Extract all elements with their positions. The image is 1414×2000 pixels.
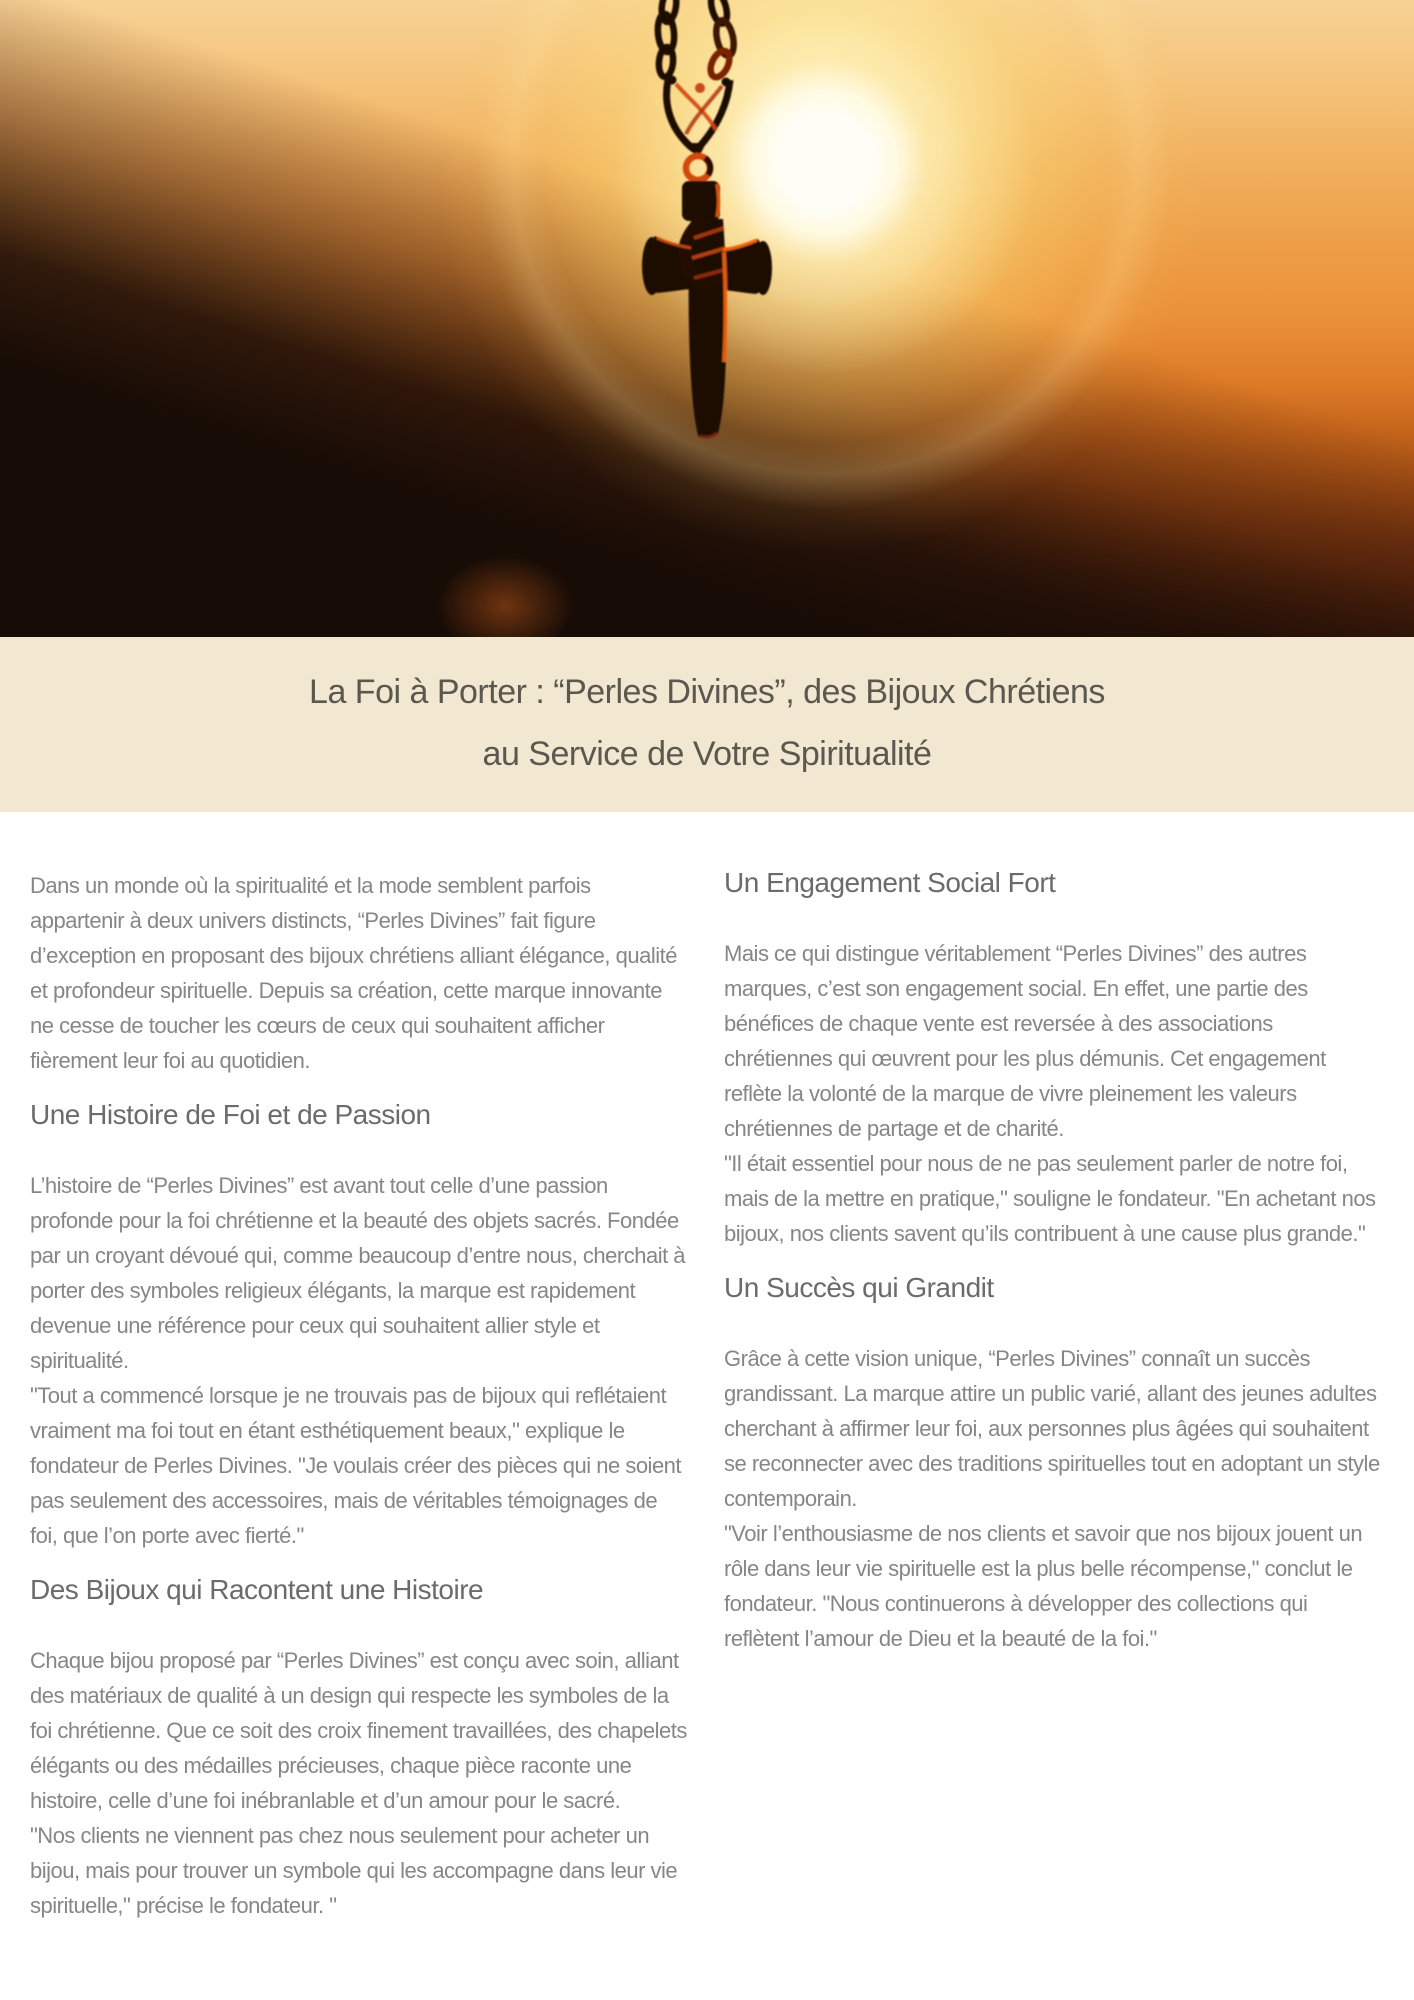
pendant-clasp: [667, 76, 731, 158]
title-section: [0, 637, 1414, 812]
page-title-line-2: au Service de Votre Spiritualité: [482, 735, 932, 773]
quote-paragraph: "Tout a commencé lorsque je ne trouvais pas de bijoux qui reflétaient vraiment ma foi tout en étant esthétiquement beaux," explique le fondateur de Perles Divines. "Je voulais créer des pièces qui ne soient pas seulement des accessoires, mais de véritables témoignages de foi, que l’on porte avec fierté.": [30, 1383, 682, 1548]
paragraph: L’histoire de “Perles Divines” est avant tout celle d’une passion profonde pour la foi chrétienne et la beauté des objets sacrés. Fondée par un croyant dévoué qui, comme beaucoup d’entre nous, cherchait à porter des symboles religieux élégants, la marque est rapidement devenue une référence pour ceux qui souhaitent allier style et spiritualité.: [30, 1173, 686, 1373]
article-column-right: [724, 868, 1384, 1923]
section-heading-engagement: Un Engagement Social Fort: [724, 867, 1056, 898]
paragraph: Grâce à cette vision unique, “Perles Divines” connaît un succès grandissant. La marque attire un public varié, allant des jeunes adultes cherchant à affirmer leur foi, aux personnes plus âgées qui souhaitent se reconnecter avec des traditions spirituelles tout en adoptant un style contemporain.: [724, 1346, 1380, 1511]
quote-paragraph: "Voir l’enthousiasme de nos clients et savoir que nos bijoux jouent un rôle dans leur vie spirituelle est la plus belle récompense," conclut le fondateur. "Nous continuerons à développer des collections qui reflètent l’amour de Dieu et la beauté de la foi.": [724, 1521, 1363, 1651]
article-column-left: [30, 868, 690, 1923]
pendant-ring: [686, 156, 710, 180]
cross-pendant-silhouette: [0, 0, 1414, 637]
paragraph: Chaque bijou proposé par “Perles Divines” est conçu avec soin, alliant des matériaux de qualité à un design qui respecte les symboles de la foi chrétienne. Que ce soit des croix finement travaillées, des chapelets élégants ou des médailles précieuses, chaque pièce raconte une histoire, celle d’une foi inébranlable et d’un amour pour le sacré.: [30, 1648, 687, 1813]
chain-left-strand: [656, 0, 678, 78]
page-title-line-1: La Foi à Porter : “Perles Divines”, des Bijoux Chrétiens: [309, 673, 1105, 711]
article-body: [0, 812, 1414, 1943]
section-heading-histoire: Une Histoire de Foi et de Passion: [30, 1099, 431, 1130]
chain-right-strand: [707, 0, 737, 80]
page-title: [40, 661, 1374, 785]
quote-paragraph: "Il était essentiel pour nous de ne pas seulement parler de notre foi, mais de la mettre en pratique," souligne le fondateur. "En achetant nos bijoux, nos clients savent qu’ils contribuent à une cause plus grande.": [724, 1151, 1376, 1246]
paragraph: Mais ce qui distingue véritablement “Perles Divines” des autres marques, c’est son engagement social. En effet, une partie des bénéfices de chaque vente est reversée à des associations chrétiennes qui œuvrent pour les plus démunis. Cet engagement reflète la volonté de la marque de vivre pleinement les valeurs chrétiennes de partage et de charité.: [724, 941, 1326, 1141]
quote-paragraph: "Nos clients ne viennent pas chez nous seulement pour acheter un bijou, mais pour trouver un symbole qui les accompagne dans leur vie spirituelle," précise le fondateur. ": [30, 1823, 678, 1918]
section-heading-succes: Un Succès qui Grandit: [724, 1272, 994, 1303]
intro-paragraph: Dans un monde où la spiritualité et la mode semblent parfois appartenir à deux univers distincts, “Perles Divines” fait figure d’exception en proposant des bijoux chrétiens alliant élégance, qualité et profondeur spirituelle. Depuis sa création, cette marque innovante ne cesse de toucher les cœurs de ceux qui souhaitent afficher fièrement leur foi au quotidien.: [30, 873, 677, 1073]
section-heading-bijoux: Des Bijoux qui Racontent une Histoire: [30, 1574, 484, 1605]
hero-image: [0, 0, 1414, 637]
cross-silhouette: [642, 218, 772, 438]
